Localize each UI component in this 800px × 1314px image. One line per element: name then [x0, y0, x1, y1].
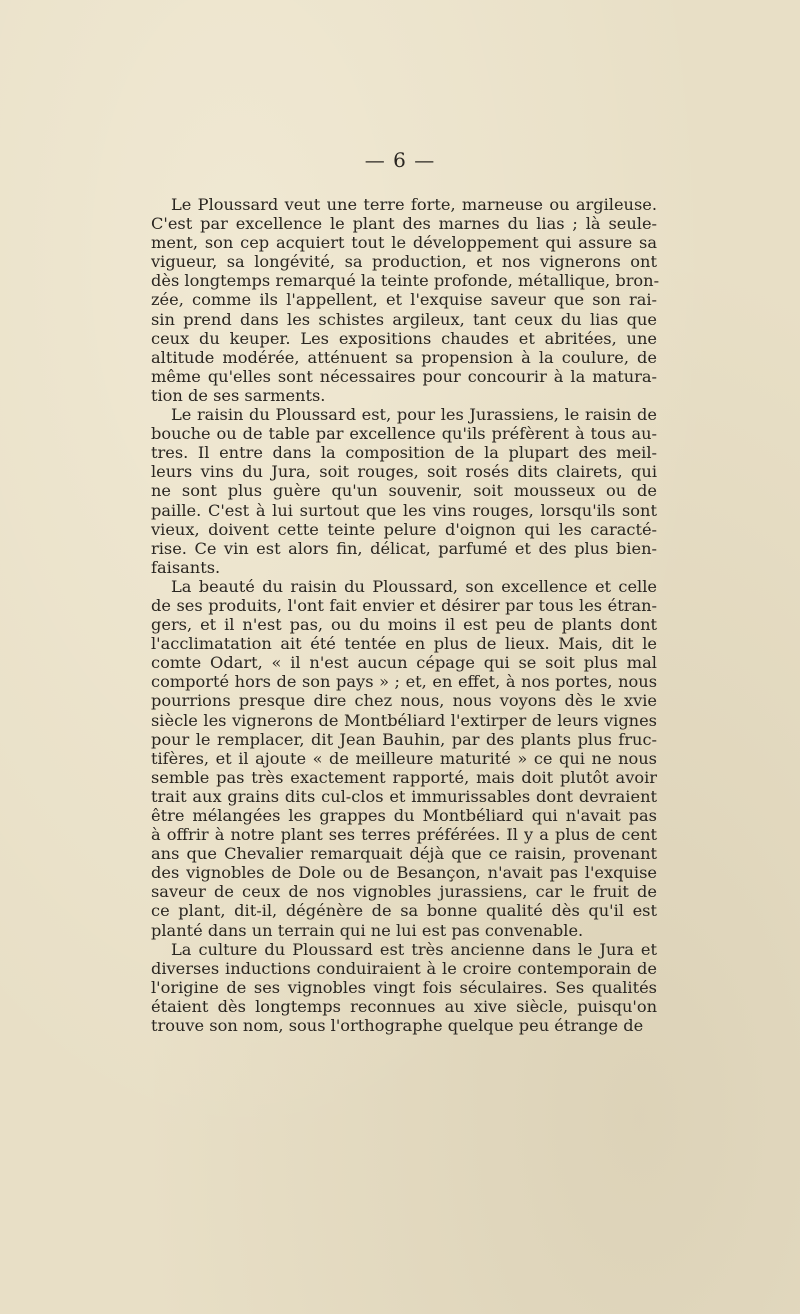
text-line: zée, comme ils l'appellent, et l'exquise saveur que son rai- — [151, 290, 657, 310]
text-line: de ses produits, l'ont fait envier et désirer par tous les étran- — [151, 595, 657, 615]
text-line: saveur de ceux de nos vignobles jurassiens, car le fruit de — [151, 882, 657, 902]
text-line: pourrions presque dire chez nous, nous voyons dès le xvie — [151, 691, 657, 711]
text-line: diverses inductions conduiraient à le croire contemporain de — [151, 958, 657, 978]
text-line: siècle les vignerons de Montbéliard l'extirper de leurs vignes — [151, 710, 657, 730]
text-line: ceux du keuper. Les expositions chaudes et abritées, une — [151, 328, 657, 348]
text-line: trait aux grains dits cul-clos et immurissables dont devraient — [151, 786, 657, 806]
text-line: trouve son nom, sous l'orthographe quelque peu étrange de — [151, 1016, 644, 1036]
text-line: dès longtemps remarqué la teinte profonde, métallique, bron- — [151, 271, 660, 291]
text-line: comporté hors de son pays » ; et, en effet, à nos portes, nous — [151, 672, 657, 692]
text-line: être mélangées les grappes du Montbéliard qui n'avait pas — [151, 806, 657, 825]
text-line: paille. C'est à lui surtout que les vins rouges, lorsqu'ils sont — [151, 500, 657, 520]
text-line: vigueur, sa longévité, sa production, et nos vignerons ont — [151, 252, 657, 272]
text-line: étaient dès longtemps reconnues au xive siècle, puisqu'on — [151, 996, 657, 1016]
text-line: ment, son cep acquiert tout le développement qui assure sa — [151, 233, 657, 253]
text-line: à offrir à notre plant ses terres préférées. Il y a plus de cent — [151, 825, 657, 845]
text-line: sin prend dans les schistes argileux, tant ceux du lias que — [151, 309, 657, 329]
text-line: altitude modérée, atténuent sa propension à la coulure, de — [151, 347, 657, 367]
text-line: comte Odart, « il n'est aucun cépage qui se soit plus mal — [151, 653, 657, 673]
body-text — [151, 195, 660, 1036]
text-line: gers, et il n'est pas, ou du moins il est peu de plants dont — [151, 615, 657, 635]
text-line: des vignobles de Dole ou de Besançon, n'avait pas l'exquise — [151, 863, 657, 883]
text-line: faisants. — [151, 557, 221, 577]
text-line: Le raisin du Ploussard est, pour les Jurassiens, le raisin de — [171, 405, 657, 425]
text-line: ce plant, dit-il, dégénère de sa bonne qualité dès qu'il est — [151, 901, 657, 921]
text-line: leurs vins du Jura, soit rouges, soit rosés dits clairets, qui — [151, 462, 657, 482]
text-line: C'est par excellence le plant des marnes du lias ; là seule- — [151, 214, 657, 234]
text-line: même qu'elles sont nécessaires pour concourir à la matura- — [151, 366, 657, 386]
text-line: vieux, doivent cette teinte pelure d'oignon qui les caracté- — [151, 519, 657, 539]
paragraph — [151, 577, 657, 940]
text-line: ne sont plus guère qu'un souvenir, soit mousseux ou de — [151, 481, 657, 501]
text-line: semble pas très exactement rapporté, mais doit plutôt avoir — [151, 767, 657, 787]
paragraph — [151, 195, 660, 405]
text-line: l'origine de ses vignobles vingt fois séculaires. Ses qualités — [151, 977, 657, 997]
text-line: tifères, et il ajoute « de meilleure maturité » ce qui ne nous — [151, 748, 657, 768]
text-line: La beauté du raisin du Ploussard, son excellence et celle — [171, 576, 657, 596]
text-line: planté dans un terrain qui ne lui est pas convenable. — [151, 920, 584, 940]
text-line: pour le remplacer, dit Jean Bauhin, par des plants plus fruc- — [151, 729, 657, 749]
paragraph — [151, 405, 657, 577]
text-line: l'acclimatation ait été tentée en plus de lieux. Mais, dit le — [151, 634, 657, 654]
text-line: tres. Il entre dans la composition de la plupart des meil- — [151, 443, 657, 463]
text-line: Le Ploussard veut une terre forte, marneuse ou argileuse. — [171, 195, 657, 214]
page-number: — 6 — — [364, 148, 436, 172]
text-line: bouche ou de table par excellence qu'ils préfèrent à tous au- — [151, 424, 657, 444]
text-line: La culture du Ploussard est très ancienne dans le Jura et — [171, 939, 657, 959]
paragraph — [151, 940, 657, 1035]
text-line: rise. Ce vin est alors fin, délicat, parfumé et des plus bien- — [151, 538, 657, 558]
text-line: tion de ses sarments. — [151, 385, 326, 405]
text-line: ans que Chevalier remarquait déjà que ce raisin, provenant — [151, 844, 657, 864]
